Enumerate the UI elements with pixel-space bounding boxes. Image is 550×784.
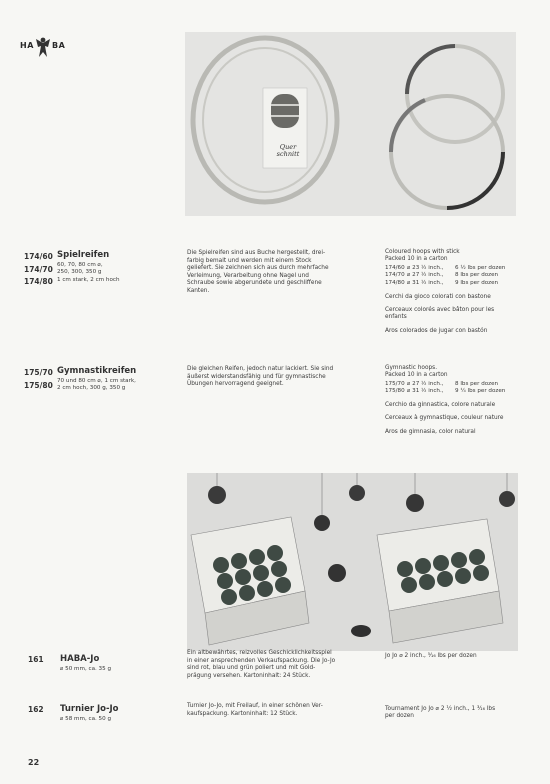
item-number: 175/70 xyxy=(24,368,53,377)
gym-description xyxy=(187,366,379,389)
hoops-title: Spielreifen xyxy=(57,250,110,260)
italian-text: Cerchio da ginnastica, colore naturale xyxy=(385,402,496,408)
item-number: 174/70 xyxy=(24,264,53,274)
spanish-text: Aros de gimnasia, color natural xyxy=(385,428,476,435)
size-diameter: ⌀ 31 ½ inch., xyxy=(407,280,444,286)
gym-specs xyxy=(57,378,136,393)
french-line: Cerceaux colorés avec bâton pour les xyxy=(385,307,495,313)
size-weight: 8 lbs per dozen xyxy=(455,272,499,279)
item-number: 174/60 xyxy=(24,252,53,261)
item-number: 175/80 xyxy=(24,380,53,390)
size-row xyxy=(385,272,535,280)
size-code: 174/70 xyxy=(385,272,405,279)
turnier-item-number: 162 xyxy=(28,705,44,714)
hoops-item-numbers xyxy=(24,251,53,289)
hoops-specs xyxy=(57,262,120,284)
hoops-translations xyxy=(385,249,535,335)
turnier-title: Turnier Jo-Jo xyxy=(60,704,119,714)
spanish-text: Aros colorados de jugar con bastón xyxy=(385,327,488,334)
description-line: Verleimung, Verarbeitung ohne Nagel und xyxy=(187,272,309,279)
size-code: 174/80 xyxy=(385,280,405,286)
english-packing: Packed 10 in a carton xyxy=(385,256,448,263)
italian-text: Cerchi da gioco colorati con bastone xyxy=(385,293,491,300)
description-line: farbig bemalt und werden mit einem Stock xyxy=(187,257,312,264)
size-row xyxy=(385,280,535,288)
description-line: geliefert. Sie zeichnen sich aus durch mehrfache xyxy=(187,265,329,272)
description-line: Kanten. xyxy=(187,287,210,294)
yoyo-illustration xyxy=(187,473,518,651)
jojo-spec: ⌀ 50 mm, ca. 35 g xyxy=(60,666,112,672)
logo-right-text: BA xyxy=(52,41,66,50)
jojo-description xyxy=(187,650,379,680)
turnier-english xyxy=(385,706,535,721)
page-number: 22 xyxy=(28,758,40,767)
hoops-illustration xyxy=(185,32,516,216)
description-line: Die Spielreifen sind aus Buche hergestellt, drei- xyxy=(187,250,326,256)
size-diameter: ⌀ 27 ½ inch., xyxy=(407,380,444,387)
spec-line: 70 und 80 cm ⌀, 1 cm stark, xyxy=(57,378,136,384)
description-line: prägung versehen. Kartoninhalt: 24 Stück. xyxy=(187,672,311,679)
english-packing: Packed 10 in a carton xyxy=(385,372,448,379)
gym-item-numbers xyxy=(24,367,53,392)
description-line: Schraube sowie abgerundete und geschliffene xyxy=(187,280,322,287)
yoyo-photo xyxy=(187,473,518,651)
card-label: Quer schnitt xyxy=(276,143,300,158)
size-weight: 8 lbs per dozen xyxy=(455,380,499,387)
size-code: 175/70 xyxy=(385,380,405,387)
jojo-english: Jo Jo ⌀ 2 inch., ⁵⁄₁₆ lbs per dozen xyxy=(385,653,477,659)
jojo-title: HABA-Jo xyxy=(60,654,100,664)
size-weight: 6 ½ lbs per dozen xyxy=(455,264,506,271)
turnier-description xyxy=(187,703,379,718)
size-weight: 9 ¼ lbs per dozen xyxy=(455,388,506,395)
description-line: Übungen hervorragend geeignet. xyxy=(187,381,284,388)
english-line: per dozen xyxy=(385,713,414,720)
spec-line: 60, 70, 80 cm ⌀, xyxy=(57,262,103,268)
description-line: sind rot, blau und grün poliert und mit Gold- xyxy=(187,665,316,672)
description-line: äußerst widerstandsfähig und für gymnastische xyxy=(187,373,326,380)
description-line: Ein altbewährtes, reizvolles Geschicklichkeitsspiel xyxy=(187,650,332,656)
spec-line: 1 cm stark, 2 cm hoch xyxy=(57,276,120,283)
size-code: 174/60 xyxy=(385,264,405,271)
spec-line: 2 cm hoch, 300 g, 350 g xyxy=(57,385,126,392)
description-line: in einer ansprechenden Verkaufspackung. Die Jo-Jo xyxy=(187,657,336,664)
english-line: Tournament Jo Jo ⌀ 2 ½ inch., 1 ³⁄₁₆ lbs xyxy=(385,706,496,712)
french-text: Cerceaux à gymnastique, couleur nature xyxy=(385,415,504,422)
french-text xyxy=(385,307,535,322)
spec-line: 250, 300, 350 g xyxy=(57,269,102,276)
jojo-item-number: 161 xyxy=(28,655,44,664)
size-diameter: ⌀ 31 ½ inch., xyxy=(407,388,444,395)
hoops-photo xyxy=(185,32,516,216)
gym-title: Gymnastikreifen xyxy=(57,366,137,376)
english-title: Coloured hoops with stick xyxy=(385,249,460,255)
description-line: Die gleichen Reifen, jedoch natur lackiert. Sie sind xyxy=(187,366,334,372)
turnier-spec: ⌀ 58 mm, ca. 50 g xyxy=(60,716,112,722)
size-diameter: ⌀ 27 ½ inch., xyxy=(407,272,444,279)
angel-icon xyxy=(34,36,52,58)
gym-translations xyxy=(385,365,535,436)
item-number: 174/80 xyxy=(24,277,53,286)
size-code: 175/80 xyxy=(385,388,405,395)
hoops-description xyxy=(187,250,377,296)
description-line: kaufspackung. Kartoninhalt: 12 Stück. xyxy=(187,710,298,717)
french-line: enfants xyxy=(385,314,407,321)
logo-left-text: HA xyxy=(20,41,34,50)
haba-logo xyxy=(20,36,64,58)
size-diameter: ⌀ 23 ½ inch., xyxy=(407,264,444,271)
size-row xyxy=(385,388,535,396)
size-weight: 9 lbs per dozen xyxy=(455,280,499,286)
description-line: Turnier Jo-Jo, mit Freilauf, in einer schönen Ver- xyxy=(187,703,323,709)
english-title: Gymnastic hoops. xyxy=(385,365,438,371)
